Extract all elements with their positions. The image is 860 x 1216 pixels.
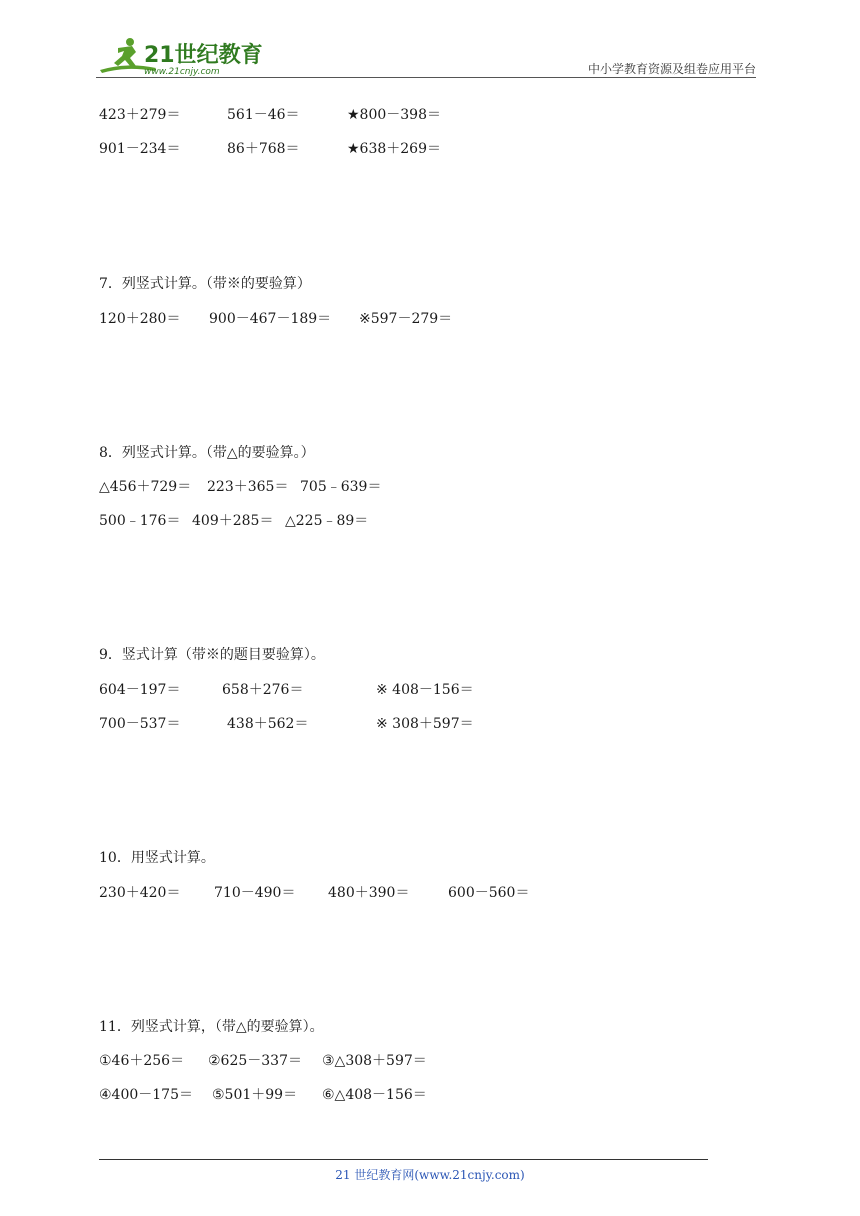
- question-title: 10．用竖式计算。: [99, 850, 215, 866]
- problem-item: △456＋729＝: [99, 479, 192, 495]
- question-title: 8．列竖式计算。（带△的要验算。）: [99, 445, 315, 461]
- problem-item: 409＋285＝: [192, 513, 274, 529]
- problem-item: 658＋276＝: [222, 682, 304, 698]
- problem-item: ②625－337＝: [208, 1053, 302, 1069]
- header-divider: [96, 77, 756, 78]
- footer-divider: [99, 1159, 708, 1160]
- problem-item: 223＋365＝: [207, 479, 289, 495]
- problem-item: 710－490＝: [214, 885, 296, 901]
- problem-item: △225﹣89＝: [285, 513, 369, 529]
- problem-item: ③△308＋597＝: [322, 1053, 427, 1069]
- header-platform-text: 中小学教育资源及组卷应用平台: [587, 62, 756, 76]
- problem-item: 901－234＝: [99, 141, 181, 157]
- problem-item: ※ 408－156＝: [376, 682, 474, 698]
- problem-item: 438＋562＝: [227, 716, 309, 732]
- problem-item: 86＋768＝: [227, 141, 300, 157]
- problem-item: ④400－175＝: [99, 1087, 193, 1103]
- problem-item: 705﹣639＝: [300, 479, 382, 495]
- footer-site-link[interactable]: 21 世纪教育网(www.21cnjy.com): [335, 1168, 525, 1182]
- problem-item: 500﹣176＝: [99, 513, 181, 529]
- logo-url: www.21cnjy.com: [144, 67, 220, 77]
- problem-item: 423＋279＝: [99, 107, 181, 123]
- problem-item: 900－467－189＝: [209, 311, 332, 327]
- problem-item: ※597－279＝: [359, 311, 453, 327]
- problem-item: ※ 308＋597＝: [376, 716, 474, 732]
- problem-item: ★638＋269＝: [347, 141, 441, 157]
- problem-item: 120＋280＝: [99, 311, 181, 327]
- problem-item: 561－46＝: [227, 107, 300, 123]
- problem-item: ⑥△408－156＝: [322, 1087, 427, 1103]
- problem-item: 230＋420＝: [99, 885, 181, 901]
- problem-item: 480＋390＝: [328, 885, 410, 901]
- problem-item: ⑤501＋99＝: [212, 1087, 298, 1103]
- site-logo: [96, 36, 266, 78]
- problem-item: ①46＋256＝: [99, 1053, 185, 1069]
- question-title: 9．竖式计算（带※的题目要验算）。: [99, 647, 325, 663]
- logo-text: 21世纪教育: [144, 43, 263, 68]
- problem-item: 604－197＝: [99, 682, 181, 698]
- problem-item: 700－537＝: [99, 716, 181, 732]
- problem-item: 600－560＝: [448, 885, 530, 901]
- question-title: 11．列竖式计算，（带△的要验算）。: [99, 1019, 324, 1035]
- question-title: 7．列竖式计算。（带※的要验算）: [99, 276, 311, 292]
- problem-item: ★800－398＝: [347, 107, 441, 123]
